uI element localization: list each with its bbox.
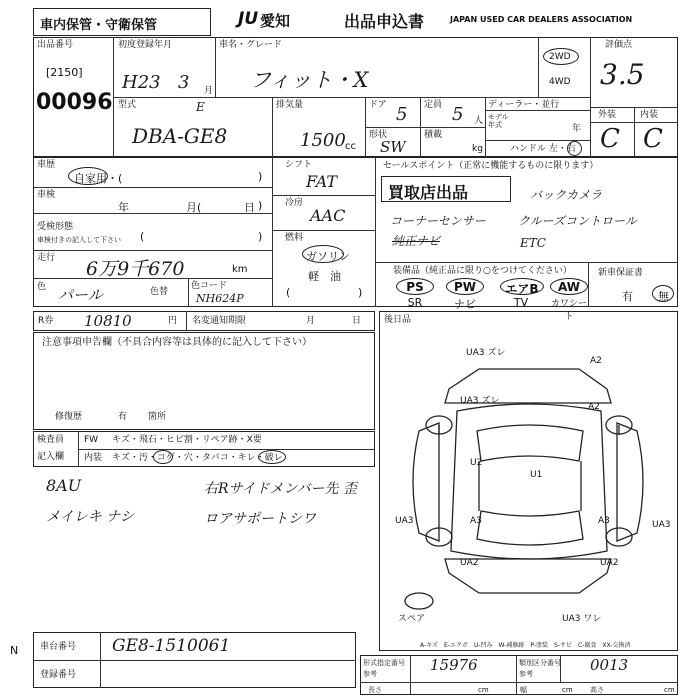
fuel-gasoline: ガソリン — [306, 250, 350, 263]
fuel-label: 燃料 — [285, 233, 304, 243]
handle-label: ハンドル 左・右 — [510, 144, 576, 154]
equip-ps: PS — [406, 280, 424, 294]
int-tobacco-circle — [258, 450, 286, 464]
mark-rear-bumper: UA3 ワレ — [562, 614, 602, 624]
stamp-box — [381, 176, 511, 202]
exterior-label: 外装 — [598, 110, 617, 120]
equip-aw-circle — [550, 278, 588, 295]
model-year-label: モデル — [488, 113, 509, 121]
plate-label: 登録番号 — [40, 670, 77, 680]
car-diagram — [379, 311, 678, 651]
receipt-label: 受検形態 — [37, 222, 74, 232]
fuel-open: ( — [286, 286, 291, 299]
note-left-1: 8AU — [46, 476, 82, 495]
shift-value: FAT — [306, 172, 338, 191]
mark-rear-left: UA2 — [460, 558, 479, 568]
first-reg-unit: 月 — [204, 86, 214, 96]
capacity-value: 5 — [452, 104, 464, 125]
equip-aw: AW — [558, 280, 580, 294]
designation-label: 形式指定番号 — [363, 659, 405, 667]
sales-line-2: コーナーセンサー — [390, 214, 486, 228]
height-unit: cm — [664, 686, 675, 694]
length-label: 長さ — [368, 686, 382, 694]
equip-pw: PW — [453, 280, 477, 294]
rating-value: 3.5 — [600, 58, 645, 91]
length-unit: cm — [478, 686, 489, 694]
inspection-year: 年 — [118, 201, 129, 214]
designation-ref: 参考 — [363, 670, 377, 678]
color-code-value: NH624P — [196, 292, 244, 305]
warranty-label: 新車保証書 — [598, 268, 644, 278]
handle-right-circle — [567, 141, 582, 156]
equip-tv: TV — [513, 296, 529, 309]
mark-front-right: A2 — [590, 356, 602, 366]
history-label: 車歴 — [37, 160, 56, 170]
warranty-yes: 有 — [622, 290, 633, 303]
sales-line-1: バックカメラ — [530, 188, 603, 202]
lot-bracket: [2150] — [46, 66, 83, 79]
mark-right-quarter: A3 — [598, 516, 610, 526]
capacity-label: 定員 — [424, 100, 443, 110]
model-grade-value: フィット・X — [250, 68, 369, 92]
mark-front-left: UA3 ズレ — [460, 396, 500, 406]
form-title: 出品申込書 — [344, 12, 425, 31]
note-left-2: メイレキ ナシ — [46, 509, 134, 525]
exterior-value: C — [600, 124, 620, 154]
equip-ps-circle — [396, 278, 434, 295]
color-code-label: 色コード — [191, 281, 228, 291]
corner-mark: N — [10, 644, 19, 657]
inspection-close: ) — [258, 199, 263, 212]
receipt-close: ) — [258, 230, 263, 243]
color-change-label: 色替 — [150, 287, 169, 297]
mileage-value: 6万9千670 — [86, 258, 185, 280]
tax-month: 月 — [306, 316, 316, 326]
model-grade-label: 車名・グレード — [219, 40, 283, 50]
fuel-diesel: 軽 油 — [308, 270, 341, 283]
equip-pw-circle — [446, 278, 484, 295]
history-close: ) — [258, 170, 263, 183]
storage-label: 車内保管・守衛保管 — [40, 18, 158, 33]
mark-left-door: U2 — [470, 458, 483, 468]
inspector-label-2: 記入欄 — [37, 452, 65, 462]
color-label: 色 — [37, 282, 47, 292]
height-label: 高さ — [590, 686, 604, 694]
damage-legend: A-キズ E-エクボ U-凹み W-補修跡 P-塗装 S-サビ C-腐食 XX-交換済 — [420, 642, 631, 649]
first-reg-era: H23 — [122, 72, 161, 93]
repair-place: 箇所 — [148, 412, 167, 422]
category-label: 類別区分番号 — [519, 659, 561, 667]
lot-number: 00096 — [36, 90, 113, 115]
drive-2wd: 2WD — [549, 52, 571, 62]
inspection-day: 日 — [244, 201, 255, 214]
drive-4wd: 4WD — [549, 77, 571, 87]
doors-label: ドア — [369, 100, 387, 110]
equip-navi: ナビ — [454, 298, 476, 311]
note-right-2: ロアサポートシワ — [204, 511, 316, 527]
int-text: キズ・汚・コゲ・穴・タバコ・キレ・破レ — [112, 453, 283, 463]
recycle-value: 10810 — [84, 312, 132, 330]
shift-label: シフト — [285, 160, 313, 170]
tax-label: 名変通知期限 — [192, 316, 247, 326]
equip-airbag: エアB — [505, 282, 539, 296]
mark-right-front: A2 — [588, 402, 600, 412]
int-stain-circle — [153, 450, 173, 464]
after-form-label: 後日品 — [384, 315, 412, 325]
inspection-month: 月( — [186, 201, 202, 214]
mark-left-rear: UA3 — [395, 516, 414, 526]
color-value: パール — [58, 286, 103, 304]
remarks-title: 注意事項申告欄（不具合内容等は具体的に記入して下さい） — [42, 337, 312, 348]
mark-right-rear: UA3 — [652, 520, 671, 530]
load-unit: kg — [472, 144, 483, 154]
tax-day: 日 — [352, 316, 362, 326]
repair-has: 有 — [118, 412, 128, 422]
history-value: 自家用・( — [74, 172, 123, 185]
equip-airbag-circle — [500, 278, 544, 295]
displacement-value: 1500 — [300, 130, 346, 151]
storage-box — [33, 8, 211, 36]
inspector-label-1: 検査員 — [37, 435, 65, 445]
sales-points-title: セールスポイント（正常に機能するものに限ります） — [383, 161, 599, 171]
width-unit: cm — [562, 686, 573, 694]
category-ref: 参考 — [519, 670, 533, 678]
equip-seat: カワシート — [550, 299, 587, 322]
model-year-unit: 年 — [572, 124, 582, 134]
model-year-sub: 年式 — [488, 121, 502, 129]
dealer-label: ディーラー・並行 — [488, 100, 560, 110]
repair-label: 修復歴 — [55, 412, 83, 422]
ac-label: 冷房 — [285, 198, 304, 208]
note-right-1: 右Rサイドメンバー先 歪 — [204, 481, 357, 497]
recycle-unit: 円 — [168, 316, 178, 326]
mark-front-bumper: UA3 ズレ — [466, 348, 506, 358]
type-note: E — [196, 100, 205, 114]
first-reg-label: 初度登録年月 — [118, 40, 173, 50]
designation-value: 15976 — [430, 656, 478, 674]
load-label: 積載 — [424, 130, 443, 140]
int-label: 内装 — [84, 453, 103, 463]
doors-value: 5 — [396, 104, 408, 125]
sales-line-3: クルーズコントロール — [518, 214, 637, 228]
rating-label: 評価点 — [605, 40, 633, 50]
mileage-unit: km — [232, 264, 248, 275]
width-label: 幅 — [520, 686, 527, 694]
interior-label: 内装 — [640, 110, 659, 120]
mark-left-quarter: A3 — [470, 516, 482, 526]
fw-label: FW — [84, 435, 99, 445]
spare-label: スペア — [398, 614, 426, 624]
warranty-no-circle — [652, 285, 674, 302]
equipment-title: 装備品（純正品に限り○をつけてください） — [393, 266, 572, 276]
receipt-open: ( — [140, 230, 145, 243]
fuel-close: ) — [358, 286, 363, 299]
receipt-note: 車検付きの記入して下さい — [37, 236, 121, 244]
logo-region: 愛知 — [260, 12, 291, 30]
mileage-label: 走行 — [37, 253, 56, 263]
recycle-label: R券 — [38, 316, 54, 326]
shape-label: 形状 — [369, 130, 388, 140]
lot-label: 出品番号 — [37, 40, 74, 50]
displacement-label: 排気量 — [276, 100, 304, 110]
stamp-text: 買取店出品 — [388, 183, 469, 202]
interior-value: C — [643, 124, 663, 154]
warranty-no: 無 — [658, 290, 669, 303]
type-label: 型式 — [118, 100, 137, 110]
ac-value: AAC — [310, 206, 346, 225]
mark-rear-right: UA2 — [600, 558, 619, 568]
equip-sr: SR — [407, 296, 423, 309]
chassis-value: GE8-1510061 — [112, 636, 231, 656]
ju-logo: JU — [238, 9, 259, 29]
sales-line-4: 純正ナビ — [392, 234, 441, 248]
association-name: JAPAN USED CAR DEALERS ASSOCIATION — [450, 15, 633, 24]
fw-text: キズ・飛石・ヒビ割・リペア跡・X要 — [112, 435, 262, 445]
shape-value: SW — [380, 138, 406, 156]
displacement-unit: cc — [345, 141, 356, 152]
category-value: 0013 — [590, 656, 629, 674]
mark-roof: U1 — [530, 470, 543, 480]
capacity-unit: 人 — [474, 116, 484, 126]
chassis-label: 車台番号 — [40, 642, 77, 652]
first-reg-month: 3 — [178, 72, 190, 93]
sales-line-5: ETC — [520, 236, 546, 250]
type-value: DBA-GE8 — [132, 124, 228, 148]
inspection-label: 車検 — [37, 190, 56, 200]
